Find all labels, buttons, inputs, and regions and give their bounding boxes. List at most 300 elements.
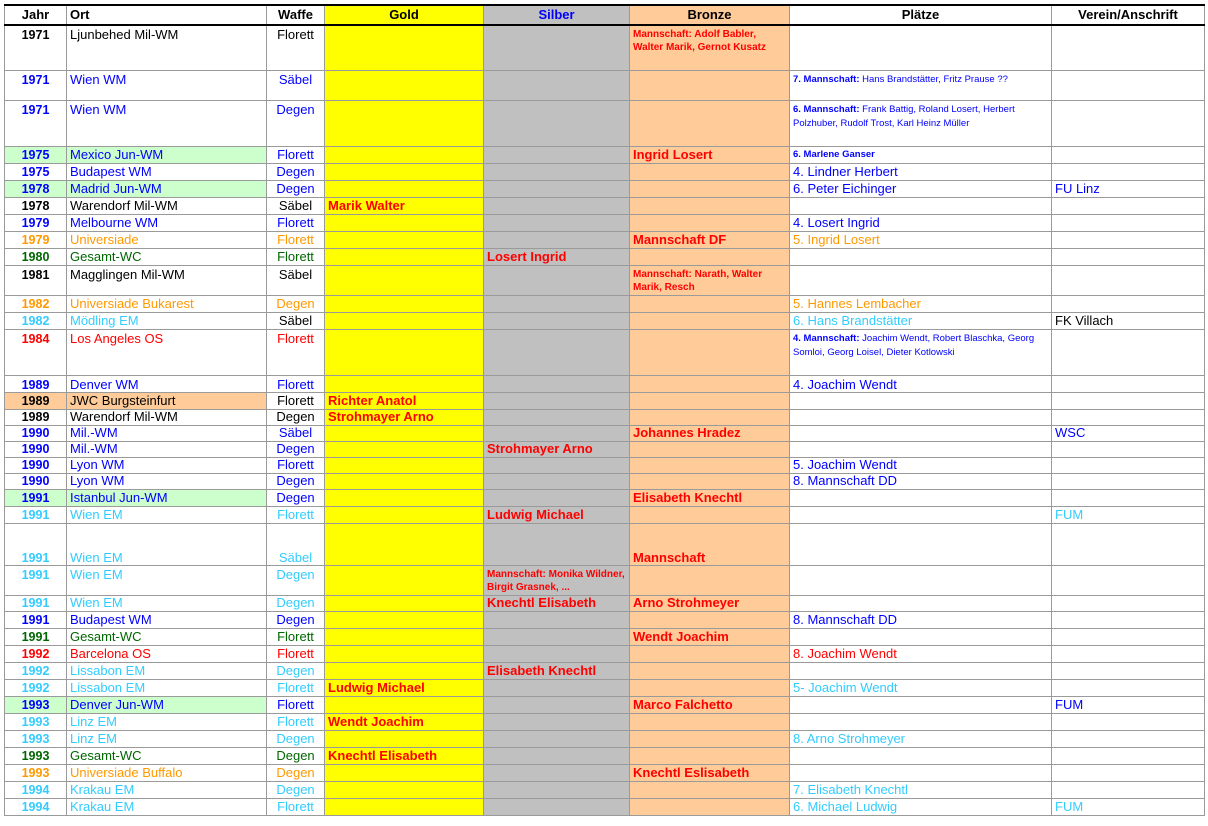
cell-bronze: [630, 781, 790, 798]
cell-bronze: [630, 662, 790, 679]
table-row: [5, 392, 1205, 409]
cell-waffe: Degen: [267, 565, 325, 595]
cell-waffe: Säbel: [267, 425, 325, 441]
table-row: [5, 425, 1205, 441]
plaetze-text: 7. Elisabeth Knechtl: [793, 781, 908, 797]
cell-plaetze: [790, 713, 1052, 730]
cell-jahr: 1975: [5, 146, 67, 163]
cell-ort: Gesamt-WC: [67, 248, 267, 265]
cell-jahr: 1990: [5, 473, 67, 489]
cell-waffe: Degen: [267, 595, 325, 611]
cell-ort: Wien WM: [67, 100, 267, 146]
plaetze-text: 8. Mannschaft DD: [793, 611, 898, 627]
table-row: [5, 163, 1205, 180]
cell-waffe: Florett: [267, 248, 325, 265]
cell-gold: [325, 506, 484, 523]
cell-plaetze: [790, 25, 1052, 70]
cell-silber: [484, 764, 630, 781]
table-row: [5, 441, 1205, 457]
cell-bronze: [630, 798, 790, 815]
cell-waffe: Florett: [267, 392, 325, 409]
cell-verein: [1052, 781, 1205, 798]
table-row: [5, 197, 1205, 214]
plaetze-text: 6. Hans Brandstätter: [793, 312, 913, 328]
cell-silber: [484, 100, 630, 146]
cell-gold: [325, 265, 484, 295]
cell-verein: [1052, 489, 1205, 506]
cell-plaetze: [790, 265, 1052, 295]
cell-plaetze: [790, 764, 1052, 781]
cell-gold: [325, 628, 484, 645]
cell-ort: Warendorf Mil-WM: [67, 409, 267, 425]
cell-bronze: [630, 409, 790, 425]
cell-waffe: Degen: [267, 100, 325, 146]
plaetze-text: 5. Joachim Wendt: [793, 457, 897, 472]
table-row: [5, 375, 1205, 392]
cell-jahr: 1978: [5, 197, 67, 214]
cell-waffe: Degen: [267, 662, 325, 679]
cell-gold: Wendt Joachim: [325, 713, 484, 730]
cell-waffe: Säbel: [267, 197, 325, 214]
cell-gold: Marik Walter: [325, 197, 484, 214]
cell-ort: Denver WM: [67, 375, 267, 392]
cell-plaetze: [790, 645, 1052, 662]
cell-silber: [484, 713, 630, 730]
table-row: [5, 611, 1205, 628]
cell-silber: [484, 409, 630, 425]
cell-waffe: Degen: [267, 409, 325, 425]
plaetze-text: Frank Battig, Roland Losert, Herbert Polzhuber, Rudolf Trost, Karl Heinz Müller: [793, 103, 1015, 129]
cell-plaetze: [790, 295, 1052, 312]
plaetze-text: 8. Joachim Wendt: [793, 645, 897, 661]
cell-gold: [325, 798, 484, 815]
cell-verein: FUM: [1052, 798, 1205, 815]
cell-bronze: Knechtl Eslisabeth: [630, 764, 790, 781]
cell-plaetze: [790, 375, 1052, 392]
table-row: [5, 70, 1205, 100]
cell-plaetze: [790, 70, 1052, 100]
cell-silber: [484, 457, 630, 473]
table-body: [5, 25, 1205, 815]
plaetze-text: 6. Peter Eichinger: [793, 180, 897, 196]
cell-jahr: 1993: [5, 764, 67, 781]
cell-plaetze: [790, 231, 1052, 248]
cell-jahr: 1993: [5, 713, 67, 730]
cell-verein: [1052, 329, 1205, 375]
cell-silber: [484, 696, 630, 713]
cell-jahr: 1975: [5, 163, 67, 180]
cell-waffe: Florett: [267, 696, 325, 713]
cell-waffe: Degen: [267, 473, 325, 489]
cell-silber: [484, 25, 630, 70]
cell-bronze: [630, 679, 790, 696]
cell-jahr: 1982: [5, 295, 67, 312]
cell-verein: [1052, 645, 1205, 662]
table-row: [5, 730, 1205, 747]
cell-plaetze: [790, 696, 1052, 713]
cell-gold: [325, 662, 484, 679]
cell-verein: [1052, 25, 1205, 70]
cell-bronze: Mannschaft DF: [630, 231, 790, 248]
cell-verein: [1052, 231, 1205, 248]
plaetze-text: 8. Arno Strohmeyer: [793, 730, 905, 746]
cell-plaetze: [790, 425, 1052, 441]
table-row: [5, 312, 1205, 329]
cell-plaetze: [790, 628, 1052, 645]
cell-gold: [325, 100, 484, 146]
cell-bronze: [630, 70, 790, 100]
cell-jahr: 1991: [5, 506, 67, 523]
table-row: [5, 489, 1205, 506]
cell-verein: [1052, 764, 1205, 781]
cell-ort: Universiade Bukarest: [67, 295, 267, 312]
cell-plaetze: [790, 523, 1052, 565]
cell-bronze: Mannschaft: Adolf Babler, Walter Marik, Gernot Kusatz: [630, 25, 790, 70]
cell-gold: Richter Anatol: [325, 392, 484, 409]
cell-plaetze: [790, 611, 1052, 628]
cell-plaetze: [790, 441, 1052, 457]
cell-gold: [325, 231, 484, 248]
table-row: [5, 628, 1205, 645]
cell-plaetze: [790, 473, 1052, 489]
cell-jahr: 1994: [5, 781, 67, 798]
cell-waffe: Säbel: [267, 523, 325, 565]
cell-verein: [1052, 100, 1205, 146]
cell-ort: Wien EM: [67, 506, 267, 523]
cell-plaetze: [790, 565, 1052, 595]
cell-silber: Mannschaft: Monika Wildner, Birgit Grasnek, ...: [484, 565, 630, 595]
cell-ort: Mexico Jun-WM: [67, 146, 267, 163]
cell-silber: [484, 611, 630, 628]
cell-plaetze: [790, 662, 1052, 679]
cell-jahr: 1971: [5, 100, 67, 146]
cell-verein: [1052, 295, 1205, 312]
cell-silber: [484, 747, 630, 764]
cell-jahr: 1978: [5, 180, 67, 197]
cell-bronze: [630, 473, 790, 489]
header-bronze: Bronze: [630, 5, 790, 25]
cell-bronze: [630, 457, 790, 473]
cell-silber: [484, 730, 630, 747]
cell-silber: Elisabeth Knechtl: [484, 662, 630, 679]
cell-waffe: Degen: [267, 180, 325, 197]
plaetze-text: 5. Hannes Lembacher: [793, 295, 921, 311]
cell-ort: Mödling EM: [67, 312, 267, 329]
cell-jahr: 1980: [5, 248, 67, 265]
cell-verein: [1052, 679, 1205, 696]
cell-silber: [484, 329, 630, 375]
cell-bronze: [630, 248, 790, 265]
cell-verein: [1052, 248, 1205, 265]
cell-ort: Linz EM: [67, 730, 267, 747]
cell-gold: Knechtl Elisabeth: [325, 747, 484, 764]
cell-ort: Lissabon EM: [67, 662, 267, 679]
cell-waffe: Florett: [267, 146, 325, 163]
cell-bronze: [630, 329, 790, 375]
cell-waffe: Degen: [267, 730, 325, 747]
cell-jahr: 1990: [5, 425, 67, 441]
plaetze-prefix: 4. Mannschaft:: [793, 332, 860, 344]
cell-bronze: [630, 100, 790, 146]
table-row: [5, 329, 1205, 375]
cell-plaetze: [790, 163, 1052, 180]
cell-waffe: Säbel: [267, 265, 325, 295]
plaetze-text: Hans Brandstätter, Fritz Prause ??: [862, 73, 1008, 85]
cell-ort: Krakau EM: [67, 781, 267, 798]
table-row: [5, 523, 1205, 565]
cell-bronze: [630, 392, 790, 409]
cell-bronze: [630, 163, 790, 180]
header-waffe: Waffe: [267, 5, 325, 25]
cell-gold: [325, 611, 484, 628]
table-row: [5, 100, 1205, 146]
cell-plaetze: [790, 100, 1052, 146]
header-gold: Gold: [325, 5, 484, 25]
cell-jahr: 1984: [5, 329, 67, 375]
table-row: [5, 25, 1205, 70]
cell-gold: [325, 696, 484, 713]
cell-silber: Strohmayer Arno: [484, 441, 630, 457]
cell-plaetze: [790, 329, 1052, 375]
cell-jahr: 1971: [5, 70, 67, 100]
cell-jahr: 1994: [5, 798, 67, 815]
cell-plaetze: [790, 506, 1052, 523]
table-row: [5, 214, 1205, 231]
table-row: [5, 231, 1205, 248]
cell-jahr: 1979: [5, 214, 67, 231]
cell-ort: Budapest WM: [67, 611, 267, 628]
cell-ort: Barcelona OS: [67, 645, 267, 662]
cell-waffe: Florett: [267, 506, 325, 523]
cell-gold: [325, 248, 484, 265]
cell-plaetze: [790, 248, 1052, 265]
cell-silber: [484, 214, 630, 231]
cell-bronze: Arno Strohmeyer: [630, 595, 790, 611]
plaetze-text: 8. Mannschaft DD: [793, 473, 898, 488]
cell-waffe: Florett: [267, 628, 325, 645]
cell-gold: [325, 425, 484, 441]
cell-verein: [1052, 392, 1205, 409]
cell-ort: Denver Jun-WM: [67, 696, 267, 713]
cell-silber: [484, 425, 630, 441]
cell-ort: Gesamt-WC: [67, 747, 267, 764]
table-row: [5, 457, 1205, 473]
cell-plaetze: [790, 781, 1052, 798]
cell-verein: [1052, 473, 1205, 489]
cell-plaetze: [790, 595, 1052, 611]
cell-waffe: Degen: [267, 764, 325, 781]
cell-bronze: Wendt Joachim: [630, 628, 790, 645]
cell-verein: [1052, 611, 1205, 628]
cell-waffe: Florett: [267, 645, 325, 662]
cell-silber: [484, 197, 630, 214]
cell-waffe: Florett: [267, 798, 325, 815]
table-row: [5, 409, 1205, 425]
cell-plaetze: [790, 730, 1052, 747]
cell-jahr: 1993: [5, 730, 67, 747]
cell-bronze: [630, 295, 790, 312]
cell-silber: Knechtl Elisabeth: [484, 595, 630, 611]
cell-jahr: 1993: [5, 696, 67, 713]
cell-verein: FUM: [1052, 506, 1205, 523]
cell-silber: [484, 231, 630, 248]
cell-verein: [1052, 265, 1205, 295]
cell-gold: [325, 163, 484, 180]
cell-gold: [325, 489, 484, 506]
cell-silber: [484, 523, 630, 565]
cell-waffe: Florett: [267, 25, 325, 70]
cell-silber: [484, 679, 630, 696]
cell-silber: [484, 70, 630, 100]
header-ort: Ort: [67, 5, 267, 25]
cell-plaetze: [790, 392, 1052, 409]
table-row: [5, 764, 1205, 781]
cell-bronze: Mannschaft: Narath, Walter Marik, Resch: [630, 265, 790, 295]
header-row: [5, 5, 1205, 25]
header-plaetze: Plätze: [790, 5, 1052, 25]
table-row: [5, 679, 1205, 696]
plaetze-text: 6. Michael Ludwig: [793, 798, 898, 814]
cell-waffe: Florett: [267, 329, 325, 375]
table-row: [5, 473, 1205, 489]
cell-plaetze: [790, 747, 1052, 764]
cell-bronze: [630, 197, 790, 214]
cell-jahr: 1989: [5, 392, 67, 409]
cell-waffe: Florett: [267, 214, 325, 231]
cell-bronze: Elisabeth Knechtl: [630, 489, 790, 506]
cell-gold: [325, 295, 484, 312]
cell-ort: Warendorf Mil-WM: [67, 197, 267, 214]
cell-plaetze: [790, 180, 1052, 197]
cell-bronze: [630, 611, 790, 628]
cell-silber: [484, 628, 630, 645]
cell-gold: [325, 730, 484, 747]
table-row: [5, 248, 1205, 265]
table-row: [5, 565, 1205, 595]
cell-bronze: [630, 565, 790, 595]
cell-jahr: 1992: [5, 645, 67, 662]
cell-gold: [325, 180, 484, 197]
cell-silber: [484, 392, 630, 409]
cell-verein: [1052, 375, 1205, 392]
cell-ort: Lyon WM: [67, 473, 267, 489]
header-verein: Verein/Anschrift: [1052, 5, 1205, 25]
cell-bronze: [630, 441, 790, 457]
cell-gold: [325, 764, 484, 781]
cell-gold: [325, 565, 484, 595]
cell-verein: [1052, 595, 1205, 611]
cell-silber: [484, 295, 630, 312]
cell-jahr: 1979: [5, 231, 67, 248]
cell-verein: FU Linz: [1052, 180, 1205, 197]
cell-waffe: Florett: [267, 713, 325, 730]
table-row: [5, 595, 1205, 611]
plaetze-prefix: 7. Mannschaft:: [793, 73, 860, 85]
cell-gold: [325, 312, 484, 329]
cell-bronze: Johannes Hradez: [630, 425, 790, 441]
cell-bronze: [630, 375, 790, 392]
plaetze-text: 5- Joachim Wendt: [793, 679, 898, 695]
cell-silber: [484, 163, 630, 180]
plaetze-text: 4. Joachim Wendt: [793, 376, 897, 392]
cell-plaetze: [790, 489, 1052, 506]
plaetze-text: 5. Ingrid Losert: [793, 231, 880, 247]
cell-waffe: Florett: [267, 679, 325, 696]
results-table: [4, 4, 1205, 816]
cell-gold: Strohmayer Arno: [325, 409, 484, 425]
cell-ort: Wien WM: [67, 70, 267, 100]
plaetze-text: Joachim Wendt, Robert Blaschka, Georg Somloi, Georg Loisel, Dieter Kotlowski: [793, 332, 1035, 358]
cell-ort: Universiade Buffalo: [67, 764, 267, 781]
cell-silber: [484, 781, 630, 798]
table-row: [5, 662, 1205, 679]
cell-ort: Wien EM: [67, 523, 267, 565]
cell-plaetze: [790, 409, 1052, 425]
cell-ort: Wien EM: [67, 565, 267, 595]
table-row: [5, 798, 1205, 815]
cell-jahr: 1991: [5, 523, 67, 565]
cell-ort: Krakau EM: [67, 798, 267, 815]
cell-verein: [1052, 409, 1205, 425]
cell-verein: [1052, 146, 1205, 163]
cell-ort: Magglingen Mil-WM: [67, 265, 267, 295]
cell-bronze: Mannschaft: [630, 523, 790, 565]
cell-gold: [325, 523, 484, 565]
cell-jahr: 1991: [5, 565, 67, 595]
cell-waffe: Degen: [267, 611, 325, 628]
table-row: [5, 295, 1205, 312]
cell-jahr: 1991: [5, 628, 67, 645]
cell-ort: Linz EM: [67, 713, 267, 730]
table-row: [5, 713, 1205, 730]
cell-jahr: 1991: [5, 611, 67, 628]
cell-jahr: 1990: [5, 457, 67, 473]
table-row: [5, 180, 1205, 197]
cell-verein: [1052, 163, 1205, 180]
cell-verein: FK Villach: [1052, 312, 1205, 329]
cell-ort: Los Angeles OS: [67, 329, 267, 375]
cell-waffe: Florett: [267, 375, 325, 392]
cell-plaetze: [790, 312, 1052, 329]
cell-plaetze: [790, 197, 1052, 214]
cell-bronze: [630, 713, 790, 730]
cell-waffe: Degen: [267, 295, 325, 312]
cell-jahr: 1989: [5, 409, 67, 425]
header-silber: Silber: [484, 5, 630, 25]
cell-verein: [1052, 713, 1205, 730]
cell-ort: Mil.-WM: [67, 425, 267, 441]
plaetze-text: 4. Losert Ingrid: [793, 214, 880, 230]
plaetze-prefix: 6. Mannschaft:: [793, 103, 860, 115]
cell-jahr: 1991: [5, 595, 67, 611]
cell-silber: [484, 375, 630, 392]
cell-ort: Mil.-WM: [67, 441, 267, 457]
cell-gold: [325, 441, 484, 457]
cell-ort: Budapest WM: [67, 163, 267, 180]
cell-ort: Madrid Jun-WM: [67, 180, 267, 197]
cell-bronze: [630, 645, 790, 662]
cell-ort: Istanbul Jun-WM: [67, 489, 267, 506]
table-row: [5, 645, 1205, 662]
plaetze-text: 4. Lindner Herbert: [793, 163, 898, 179]
cell-verein: [1052, 70, 1205, 100]
cell-gold: [325, 25, 484, 70]
cell-bronze: [630, 506, 790, 523]
cell-verein: [1052, 441, 1205, 457]
cell-verein: [1052, 747, 1205, 764]
cell-jahr: 1982: [5, 312, 67, 329]
cell-gold: [325, 473, 484, 489]
